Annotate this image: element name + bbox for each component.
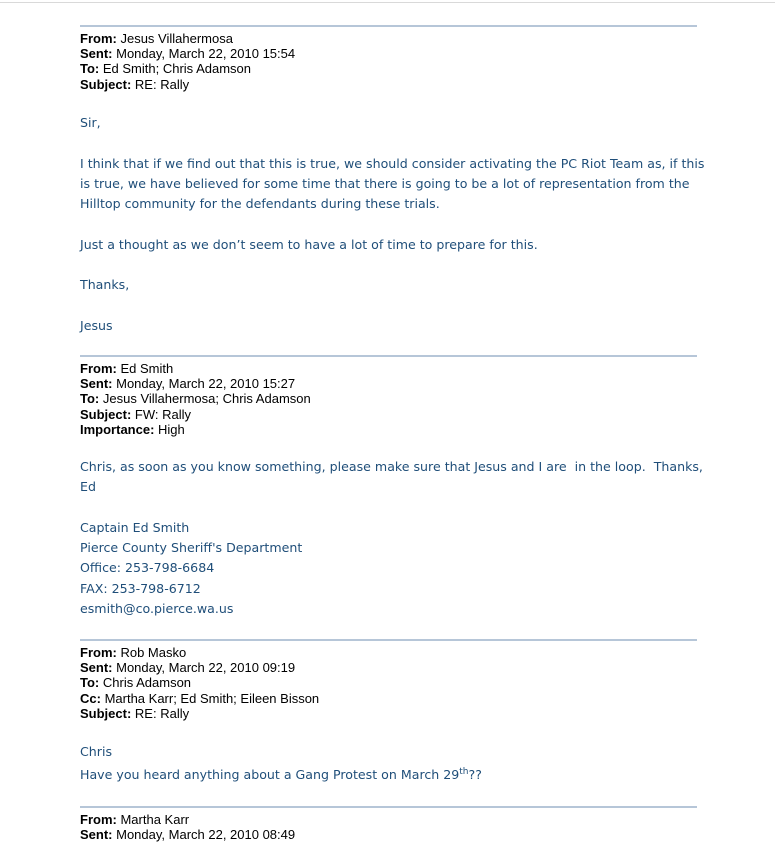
body-paragraph: Just a thought as we don’t seem to have a lot of time to prepare for this.	[80, 236, 538, 252]
from-line	[80, 361, 720, 376]
sent-value: Monday, March 22, 2010 15:27	[116, 376, 296, 392]
importance-line	[80, 422, 720, 437]
cc-line	[80, 691, 720, 706]
question-end: ??	[468, 767, 482, 783]
from-value: Ed Smith	[120, 361, 174, 376]
from-value: Rob Masko	[120, 645, 187, 660]
page-top-border	[0, 2, 775, 3]
sent-value: Monday, March 22, 2010 08:49	[116, 827, 296, 842]
signature-department: Pierce County Sheriff's Department	[80, 540, 303, 556]
message-line: Chris, as soon as you know something, please make sure that Jesus and I are in the loop. Thanks,	[80, 459, 703, 474]
subject-label: Subject:	[80, 76, 132, 92]
from-line	[80, 31, 720, 46]
to-label: To:	[80, 61, 100, 77]
signature-office-phone: Office: 253-798-6684	[80, 560, 215, 576]
to-value: Jesus Villahermosa; Chris Adamson	[102, 391, 311, 407]
subject-label: Subject:	[80, 705, 132, 721]
signature-fax: FAX: 253-798-6712	[80, 580, 201, 596]
email-separator	[80, 639, 697, 641]
cc-value: Martha Karr; Ed Smith; Eileen Bisson	[104, 690, 320, 706]
from-label: From:	[80, 812, 117, 827]
subject-line	[80, 706, 720, 721]
importance-value: High	[158, 421, 185, 437]
from-label: From:	[80, 361, 117, 376]
body-paragraph: I think that if we find out that this is true, we should consider activating the PC Riot Team as, if this is true, we have believed for some time that there is going to be a lot of representation from the Hilltop community for the defendants during these trials.	[80, 155, 705, 212]
email-separator	[80, 806, 697, 808]
sent-label: Sent:	[80, 660, 113, 676]
email-separator	[80, 355, 697, 357]
email-separator	[80, 25, 697, 27]
greeting: Chris	[80, 744, 113, 759]
subject-value: RE: Rally	[134, 705, 190, 721]
sent-line	[80, 46, 720, 61]
question-text: Have you heard anything about a Gang Protest on March 29	[80, 767, 460, 783]
greeting: Sir,	[80, 115, 101, 130]
email-body	[80, 457, 710, 619]
email-header	[80, 31, 720, 92]
ordinal-suffix: th	[459, 767, 469, 778]
sent-line	[80, 376, 720, 391]
sent-line	[80, 660, 720, 675]
to-line	[80, 391, 720, 406]
email-body	[80, 113, 710, 336]
sent-label: Sent:	[80, 46, 113, 62]
sent-value: Monday, March 22, 2010 15:54	[116, 46, 296, 62]
signature-email: esmith@co.pierce.wa.us	[80, 601, 234, 617]
from-value: Jesus Villahermosa	[120, 31, 233, 46]
sent-label: Sent:	[80, 376, 113, 392]
from-line	[80, 812, 720, 827]
from-value: Martha Karr	[120, 812, 190, 827]
sent-label: Sent:	[80, 827, 113, 842]
email-header	[80, 645, 720, 721]
sent-line	[80, 827, 720, 842]
question-line	[80, 765, 710, 785]
sent-value: Monday, March 22, 2010 09:19	[116, 660, 296, 676]
to-label: To:	[80, 391, 100, 407]
email-header	[80, 812, 720, 842]
from-line	[80, 645, 720, 660]
to-value: Chris Adamson	[102, 675, 192, 691]
email-header	[80, 361, 720, 437]
subject-line	[80, 407, 720, 422]
from-label: From:	[80, 645, 117, 660]
subject-value: RE: Rally	[134, 76, 190, 92]
closing: Thanks,	[80, 277, 130, 293]
signature-name: Captain Ed Smith	[80, 519, 190, 535]
to-line	[80, 675, 720, 690]
to-line	[80, 61, 720, 76]
email-body	[80, 742, 710, 786]
subject-value: FW: Rally	[134, 406, 192, 422]
subject-label: Subject:	[80, 406, 132, 422]
cc-label: Cc:	[80, 690, 101, 706]
importance-label: Importance:	[80, 421, 155, 437]
to-label: To:	[80, 675, 100, 691]
subject-line	[80, 77, 720, 92]
signature-name: Jesus	[80, 317, 113, 333]
message-line: Ed	[80, 479, 96, 495]
to-value: Ed Smith; Chris Adamson	[102, 61, 251, 77]
from-label: From:	[80, 31, 117, 46]
